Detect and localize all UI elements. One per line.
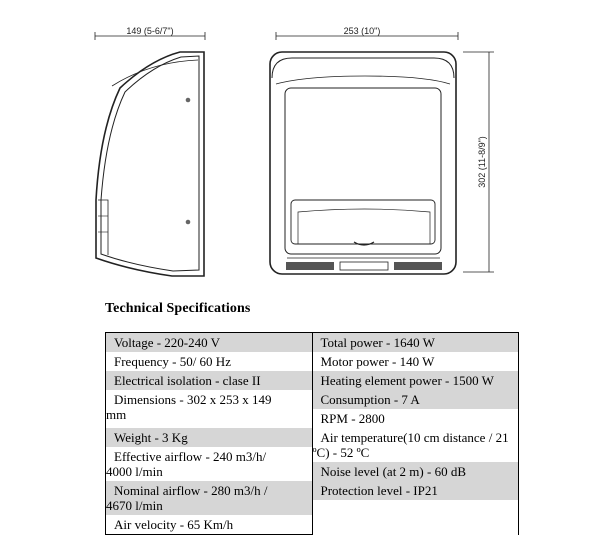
spec-air-temperature-line2: ºC) - 52 ºC [312,445,370,460]
spec-nominal-airflow-line1: Nominal airflow - 280 m3/h / [114,483,268,498]
table-row [106,481,519,500]
spec-effective-airflow-line2: 4000 l/min [106,464,163,479]
spec-dimensions-line1: Dimensions - 302 x 253 x 149 [114,392,272,407]
table-row [106,428,519,447]
air-vent-left [286,262,334,270]
front-height-label: 302 (11-8/9") [477,136,487,188]
spec-protection-level: Protection level - IP21 [320,483,438,498]
spec-dimensions-line2: mm [106,407,127,422]
spec-air-velocity: Air velocity - 65 Km/h [114,517,234,532]
spec-effective-airflow [106,447,312,481]
spec-nominal-airflow-line2: 4670 l/min [106,498,163,513]
spec-frequency: Frequency - 50/ 60 Hz [114,354,231,369]
spec-table [105,332,519,535]
front-width-label: 253 (10") [343,26,381,36]
spec-consumption: Consumption - 7 A [320,392,420,407]
front-view [270,32,494,274]
spec-title: Technical Specifications [105,301,251,316]
screw-icon [186,98,191,103]
spec-noise-level: Noise level (at 2 m) - 60 dB [320,464,466,479]
spec-total-power: Total power - 1640 W [320,335,435,350]
spec-dimensions [106,390,312,424]
spec-voltage: Voltage - 220-240 V [114,335,221,350]
spec-empty-cell [313,500,519,504]
spec-air-temperature [313,428,519,462]
table-row [106,352,519,371]
spec-nominal-airflow [106,481,312,515]
spec-electrical-isolation: Electrical isolation - clase II [114,373,261,388]
side-width-label: 149 (5-6/7") [126,26,174,36]
spec-motor-power: Motor power - 140 W [320,354,435,369]
spec-heating-power: Heating element power - 1500 W [320,373,494,388]
spec-weight: Weight - 3 Kg [114,430,188,445]
spec-air-temperature-line1: Air temperature(10 cm distance / 21 [320,430,509,445]
side-view [95,32,205,276]
spec-rpm: RPM - 2800 [320,411,385,426]
table-row [106,390,519,409]
table-row [106,371,519,390]
screw-icon [186,220,191,225]
air-vent-right [394,262,442,270]
table-row [106,333,519,353]
spec-effective-airflow-line1: Effective airflow - 240 m3/h/ [114,449,267,464]
